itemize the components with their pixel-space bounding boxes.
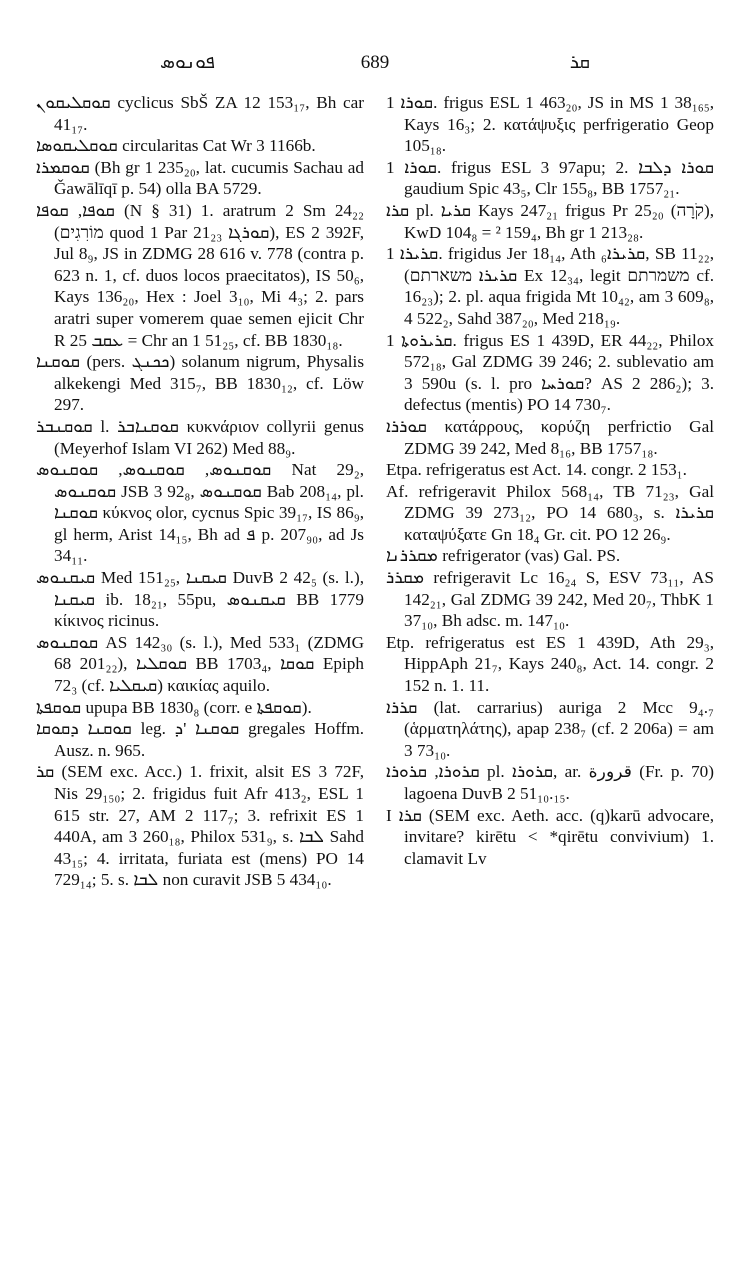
dictionary-entry: Etpa. refrigeratus est Act. 14. congr. 2 153₁.: [386, 460, 687, 480]
dictionary-entry: ܩܘܩܡܪܐ (Bh gr 1 235₂₀, lat. cucumis Sachau ad Ǧawālīqī p. 54) olla BA 5729.: [36, 157, 364, 199]
dictionary-entry: ܩܘܩܠܝܩܘܣܐ circularitas Cat Wr 3 1166b.: [36, 136, 316, 156]
dictionary-entry: ܩܘܩܢܘܣ AS 142₃₀ (s. l.), Med 533₁ (ZDMG 68 201₂₂), ܩܘܩܠܝܐ BB 1703₄, ܩܘܩܐ Epiph 72₃ (cf. ܩܝܩܠܝܐ) καικίας aquilo.: [36, 632, 364, 696]
dictionary-entry: ܩܪܐ pl. ܩܪܝܐ Kays 247₂₁ frigus Pr 25₂₀ (קֹרָה), KwD 104₈ = ² 159₄, Bh gr 1 213₂₈.: [386, 200, 714, 242]
dictionary-entry: ܩܘܪܐ 1. frigus ESL 1 463₂₀, JS in MS 1 38₁₆₅, Kays 16₃; 2. κατάψυξις perfrigeratio Geop 105₁₈.: [386, 93, 715, 156]
dictionary-entry: ܡܩܪܪ refrigeravit Lc 16₂₄ S, ESV 73₁₁, AS 142₂₁, Gal ZDMG 39 242, Med 20₇, ThbK 1 37₁₀, Bh adsc. m. 147₁₀.: [386, 568, 714, 631]
dictionary-entry: ܩܪܪܐ (lat. carrarius) auriga 2 Mcc 9₄.₇ (ἁρματηλάτης), apap 238₇ (cf. 2 206a) = am 3 73₁₀.: [386, 697, 714, 760]
dictionary-entry: Af. refrigeravit Philox 568₁₄, TB 71₂₃, Gal ZDMG 39 273₁₂, PO 14 680₃, s. ܩܪܝܪܐ καταψύξατε Gn 18₄ Gr. cit. PO 12 26₉.: [386, 481, 714, 544]
dictionary-entry: ܩܘܩܢܒܪ l. ܩܘܩܢܐܒܪ κυκνάριον collyrii genus (Meyerhof Islam VI 262) Med 88₉.: [36, 416, 364, 458]
dictionary-entry: ܩܘܩܢܘܣ, ܩܘܩܢܘܣ, ܩܘܩܢܘܣ Nat 29₂, ܩܘܩܢܘܣ JSB 3 92₈, ܩܘܩܢܘܣ Bab 208₁₄, pl. ܩܘܩܢܐ κύκνος olor, cycnus Spic 39₁₇, IS 86₉, gl herm, Arist 14₁₅, Bh ad ܦ p. 207₉₀, ad Js 34₁₁.: [36, 460, 365, 566]
left-column: [36, 92, 364, 891]
dictionary-entry: ܩܘܦܐ, ܩܘܦܐ (N § 31) 1. aratrum 2 Sm 24₂₂ (מוֹרִגִים quod 1 Par 21₂₃ ܩܘܪܓܐ), ES 2 392F, Jul 8₉, JS in ZDMG 28 616 v. 778 (contra p. 623 n. 1, cf. duos locos praecitatos), IS 50₆, Kays 136₂₀, Hex : Joel 3₁₀, Mi 4₃; 2. pars aratri super vomerem quae semen ejicit Chr R ܥܩܒ 25 = Chr an 1 51₂₅, cf. BB 1830₁₈.: [36, 200, 364, 350]
dictionary-entry: ܩܘܪܐ 1. frigus ESL 3 97apu; 2. ܩܘܪܐ ܕܠܒܐ gaudium Spic 43₅, Clr 155₈, BB 1757₂₁.: [386, 157, 714, 199]
dictionary-entry: ܩܪܝܪܘܬܐ 1. frigus ES 1 439D, ER 44₂₂, Philox 572₁₈, Gal ZDMG 39 246; 2. sublevatio am 3 590u (s. l. pro ܩܘܪܚܐ? AS 2 286₂); 3. defectus (mentis) PO 14 730₇.: [386, 330, 715, 415]
dictionary-entry: ܡܩܪܪܢܐ refrigerator (vas) Gal. PS.: [386, 546, 621, 566]
dictionary-entry: Etp. refrigeratus est ES 1 439D, Ath 29₃, HippAph 21₇, Kays 240₈, Act. 14. congr. 2 152 n. 1. 11.: [386, 632, 714, 696]
dictionary-entry: ܩܘܩܦܬܐ upupa BB 1830₈ (corr. e ܩܘܩܦܬܐ).: [36, 697, 312, 717]
dictionary-entry: ܩܪ (SEM exc. Acc.) 1. frixit, alsit ES 3 72F, Nis 29₁₅₀; 2. frigidus fuit Afr 413₂, ESL 1 615 str. 27, AM 2 117₇; 3. refrixit ES 1 440A, am 3 260₁₈, Philox 531₉, s. ܠܒܐ Sahd 43₁₅; 4. irritata, furiata est (mens) PO 14 729₁₄; 5. s. ܠܒܐ non curavit JSB 5 434₁₀.: [36, 762, 365, 890]
dictionary-entry: ܩܘܩܢܐ (pers. ܟܟܢܓ) solanum nigrum, Physalis alkekengi Med 315₇, BB 1830₁₂, cf. Löw 297.: [36, 352, 365, 415]
dictionary-entry: I ܩܪܐ (SEM exc. Aeth. acc. (q)karū advocare, invitare? kirētu < *qirētu convivium) 1. clamavit Lv: [386, 805, 714, 868]
right-column: [386, 92, 714, 869]
dictionary-entry: ܩܪܝܪܐ 1. frigidus Jer 18₁₄, Ath ܩܪܝܪܐ₆, SB 11₂₂, (ܩܪܝܪܐ משארתם Ex 12₃₄, legit משמרתם cf. 16₂₃); 2. pl. aqua frigida Mt 10₄₂, am 3 609₈, 4 522₂, Sahd 387₂₀, Med 218₁₉.: [386, 244, 715, 328]
header-right-word: ܩܪ: [569, 52, 590, 73]
dictionary-entry: ܩܘܩܢܐ ܕܩܘܩܐ leg. ܩܘܩܢܐ 'ܕ gregales Hoffm. Ausz. n. 965.: [36, 719, 364, 760]
header-left-word: ܦܘܢܘܣ: [160, 52, 215, 73]
dictionary-entry: ܩܘܪܪܐ κατάρρους, κορύζη perfrictio Gal ZDMG 39 242, Med 8₁₆, BB 1757₁₈.: [386, 416, 714, 458]
dictionary-entry: ܩܪܘܪܐ, ܩܪܘܪܐ pl. ܩܪܘܪܐ, ar. قرورة (Fr. p. 70) lagoena DuvB 2 51₁₀.₁₅.: [386, 762, 714, 803]
dictionary-entry: ܩܘܩܠܝܩܘܢ cyclicus SbŠ ZA 12 153₁₇, Bh car 41₁₇.: [36, 93, 364, 134]
dictionary-entry: ܩܝܩܢܘܣ Med 151₂₅, ܩܝܩܢܐ DuvB 2 42₅ (s. l.), ܩܝܩܢܐ ib. 18₂₁, 55pu, ܩܝܩܢܘܣ BB 1779 κίκινος ricinus.: [36, 568, 365, 631]
running-head: [160, 52, 590, 78]
page-number: 689: [360, 52, 390, 73]
